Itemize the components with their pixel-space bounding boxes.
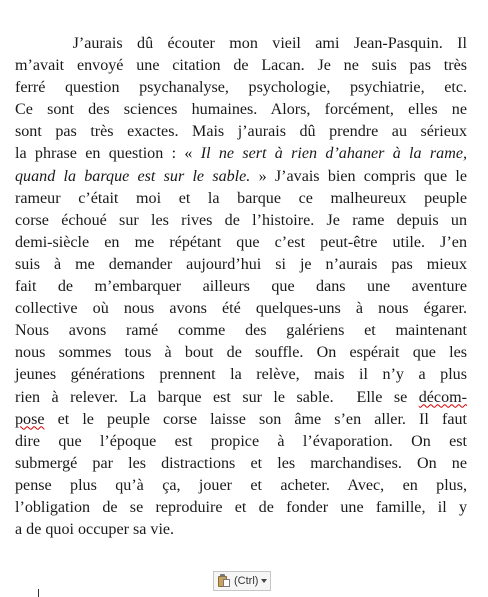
text-line-20: submergé par les distractions et les marchandises. On ne	[15, 454, 467, 472]
text-line-11: suis à me demander aujourd’hui si je n’aurais pas mieux	[15, 255, 467, 273]
text-line-10: demi-siècle en me répétant que c’est peut-être utile. J’en	[15, 233, 467, 251]
paste-options-label: (Ctrl)	[234, 575, 259, 587]
italic-quote-part-2: quand la barque est sur le sable.	[15, 167, 251, 185]
text-line-2: m’avait envoyé une citation de Lacan. Je ne suis pas très	[15, 57, 467, 75]
text-line-7	[15, 166, 467, 188]
text-line-23: a de quoi occuper sa vie.	[15, 521, 175, 539]
italic-quote-part-1: Il ne sert à rien d’ahaner à la rame,	[200, 145, 467, 163]
text-cursor	[38, 589, 39, 597]
text-line-5: sont pas très exactes. Mais j’aurais dû prendre au sérieux	[15, 123, 467, 141]
text-line-21: pense plus qu’à ça, jouer et acheter. Avec, en plus,	[15, 476, 467, 494]
text-line-14: Nous avons ramé comme des galériens et maintenant	[15, 322, 467, 340]
text-line-17	[15, 387, 467, 409]
text-line-22: l’obligation de se reproduire et de fonder une famille, il y	[15, 498, 467, 516]
text-line-6	[15, 143, 467, 165]
paste-options-button[interactable]	[213, 571, 271, 591]
text-line-18	[15, 409, 467, 431]
chevron-down-icon	[261, 579, 267, 583]
spellcheck-flagged-word-continuation[interactable]: pose	[15, 410, 45, 428]
text-line-13: collective où nous avons été quelques-uns à nous égarer.	[15, 300, 467, 318]
text-line-16: jeunes générations prennent la relève, mais il n’y a plus	[15, 366, 467, 384]
text-line-4: Ce sont des sciences humaines. Alors, forcément, elles ne	[15, 101, 467, 119]
text-line-12: fait de m’embarquer ailleurs que dans une aventure	[15, 278, 467, 296]
text-line-19: dire que l’époque est propice à l’évaporation. On est	[15, 432, 467, 450]
text-line-3: ferré question psychanalyse, psychologie, psychiatrie, etc.	[15, 79, 467, 97]
clipboard-paste-icon	[217, 574, 231, 588]
text-line-17-start: rien à relever. La barque est sur le sable. Elle se	[15, 388, 419, 406]
body-paragraph[interactable]	[15, 33, 467, 541]
text-line-1: J’aurais dû écouter mon vieil ami Jean-Pasquin. Il	[15, 35, 467, 52]
text-line-9: corse échoué sur les rives de l’histoire. Je rame depuis un	[15, 211, 467, 229]
spellcheck-flagged-word[interactable]: décom-	[418, 388, 467, 406]
text-line-8: rameur c’était moi et la barque ce malheureux peuple	[15, 189, 467, 207]
text-line-7-end: » J’avais bien compris que le	[250, 167, 467, 185]
text-line-6-start: la phrase en question : «	[15, 145, 201, 163]
text-line-18-end: et le peuple corse laisse son âme s’en aller. Il faut	[44, 410, 467, 428]
text-line-15: nous sommes tous à bout de souffle. On espérait que les	[15, 344, 467, 362]
